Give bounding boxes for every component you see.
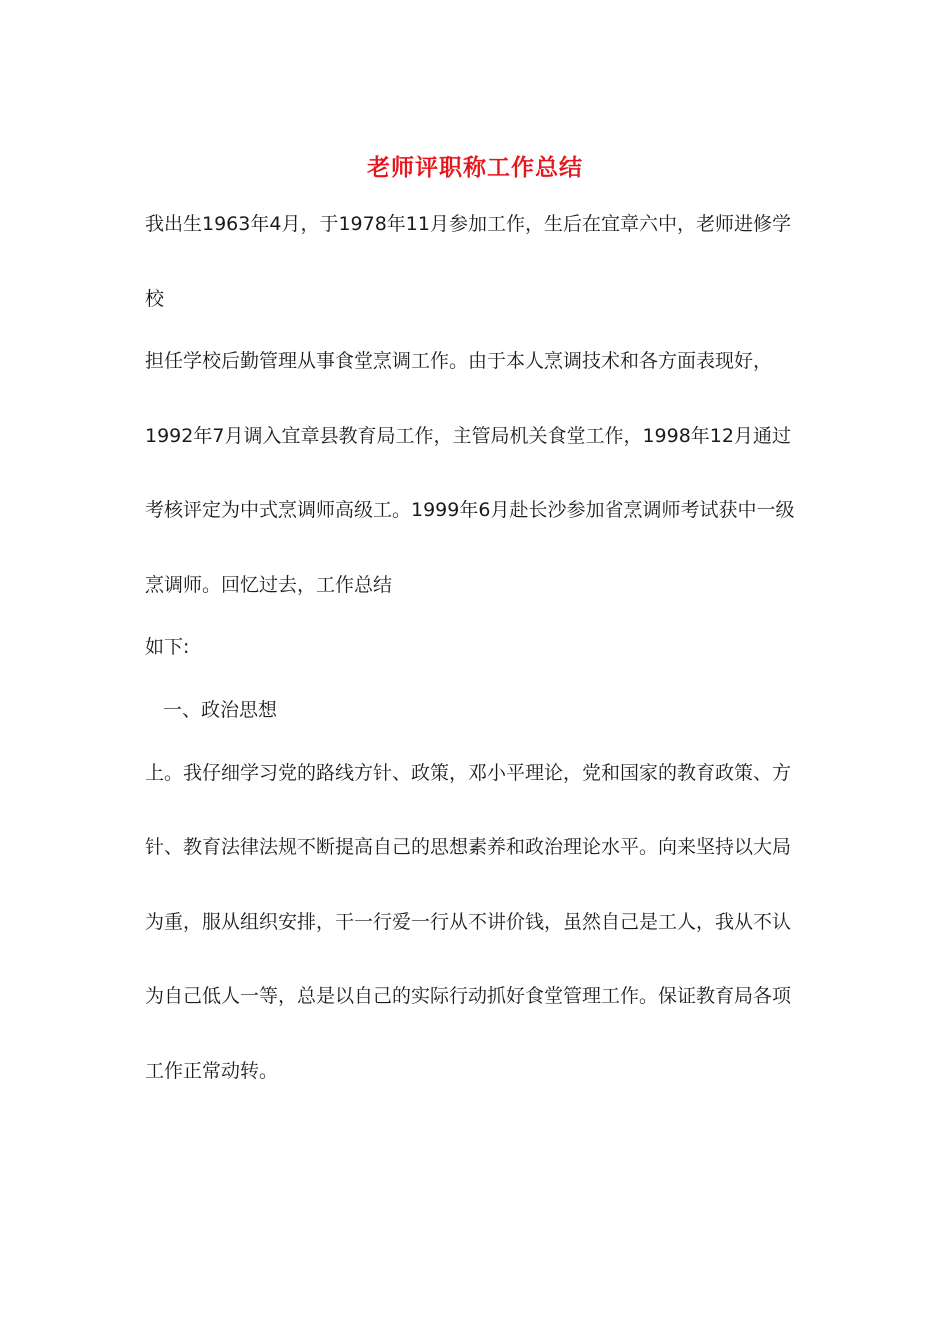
body-line: 烹调师。回忆过去，工作总结 <box>145 574 393 596</box>
body-line: 工作正常动转。 <box>145 1060 279 1082</box>
body-line: 校 <box>145 288 165 310</box>
body-line: 如下: <box>145 636 190 658</box>
body-line: 针、教育法律法规不断提高自己的思想素养和政治理论水平。向来坚持以大局 <box>145 836 792 858</box>
body-line: 为自己低人一等，总是以自己的实际行动抓好食堂管理工作。保证教育局各项 <box>145 985 792 1007</box>
body-line: 考核评定为中式烹调师高级工。1999年6月赴长沙参加省烹调师考试获中一级 <box>145 499 795 521</box>
body-line: 我出生1963年4月，于1978年11月参加工作，生后在宜章六中，老师进修学 <box>145 213 791 235</box>
section-heading: 一、政治思想 <box>163 699 278 721</box>
document-title: 老师评职称工作总结 <box>367 154 583 181</box>
body-line: 担任学校后勤管理从事食堂烹调工作。由于本人烹调技术和各方面表现好， <box>145 350 773 372</box>
body-line: 1992年7月调入宜章县教育局工作，主管局机关食堂工作，1998年12月通过 <box>145 425 791 447</box>
body-line: 为重，服从组织安排，干一行爱一行从不讲价钱，虽然自己是工人，我从不认 <box>145 911 792 933</box>
body-line: 上。我仔细学习党的路线方针、政策，邓小平理论，党和国家的教育政策、方 <box>145 762 792 784</box>
